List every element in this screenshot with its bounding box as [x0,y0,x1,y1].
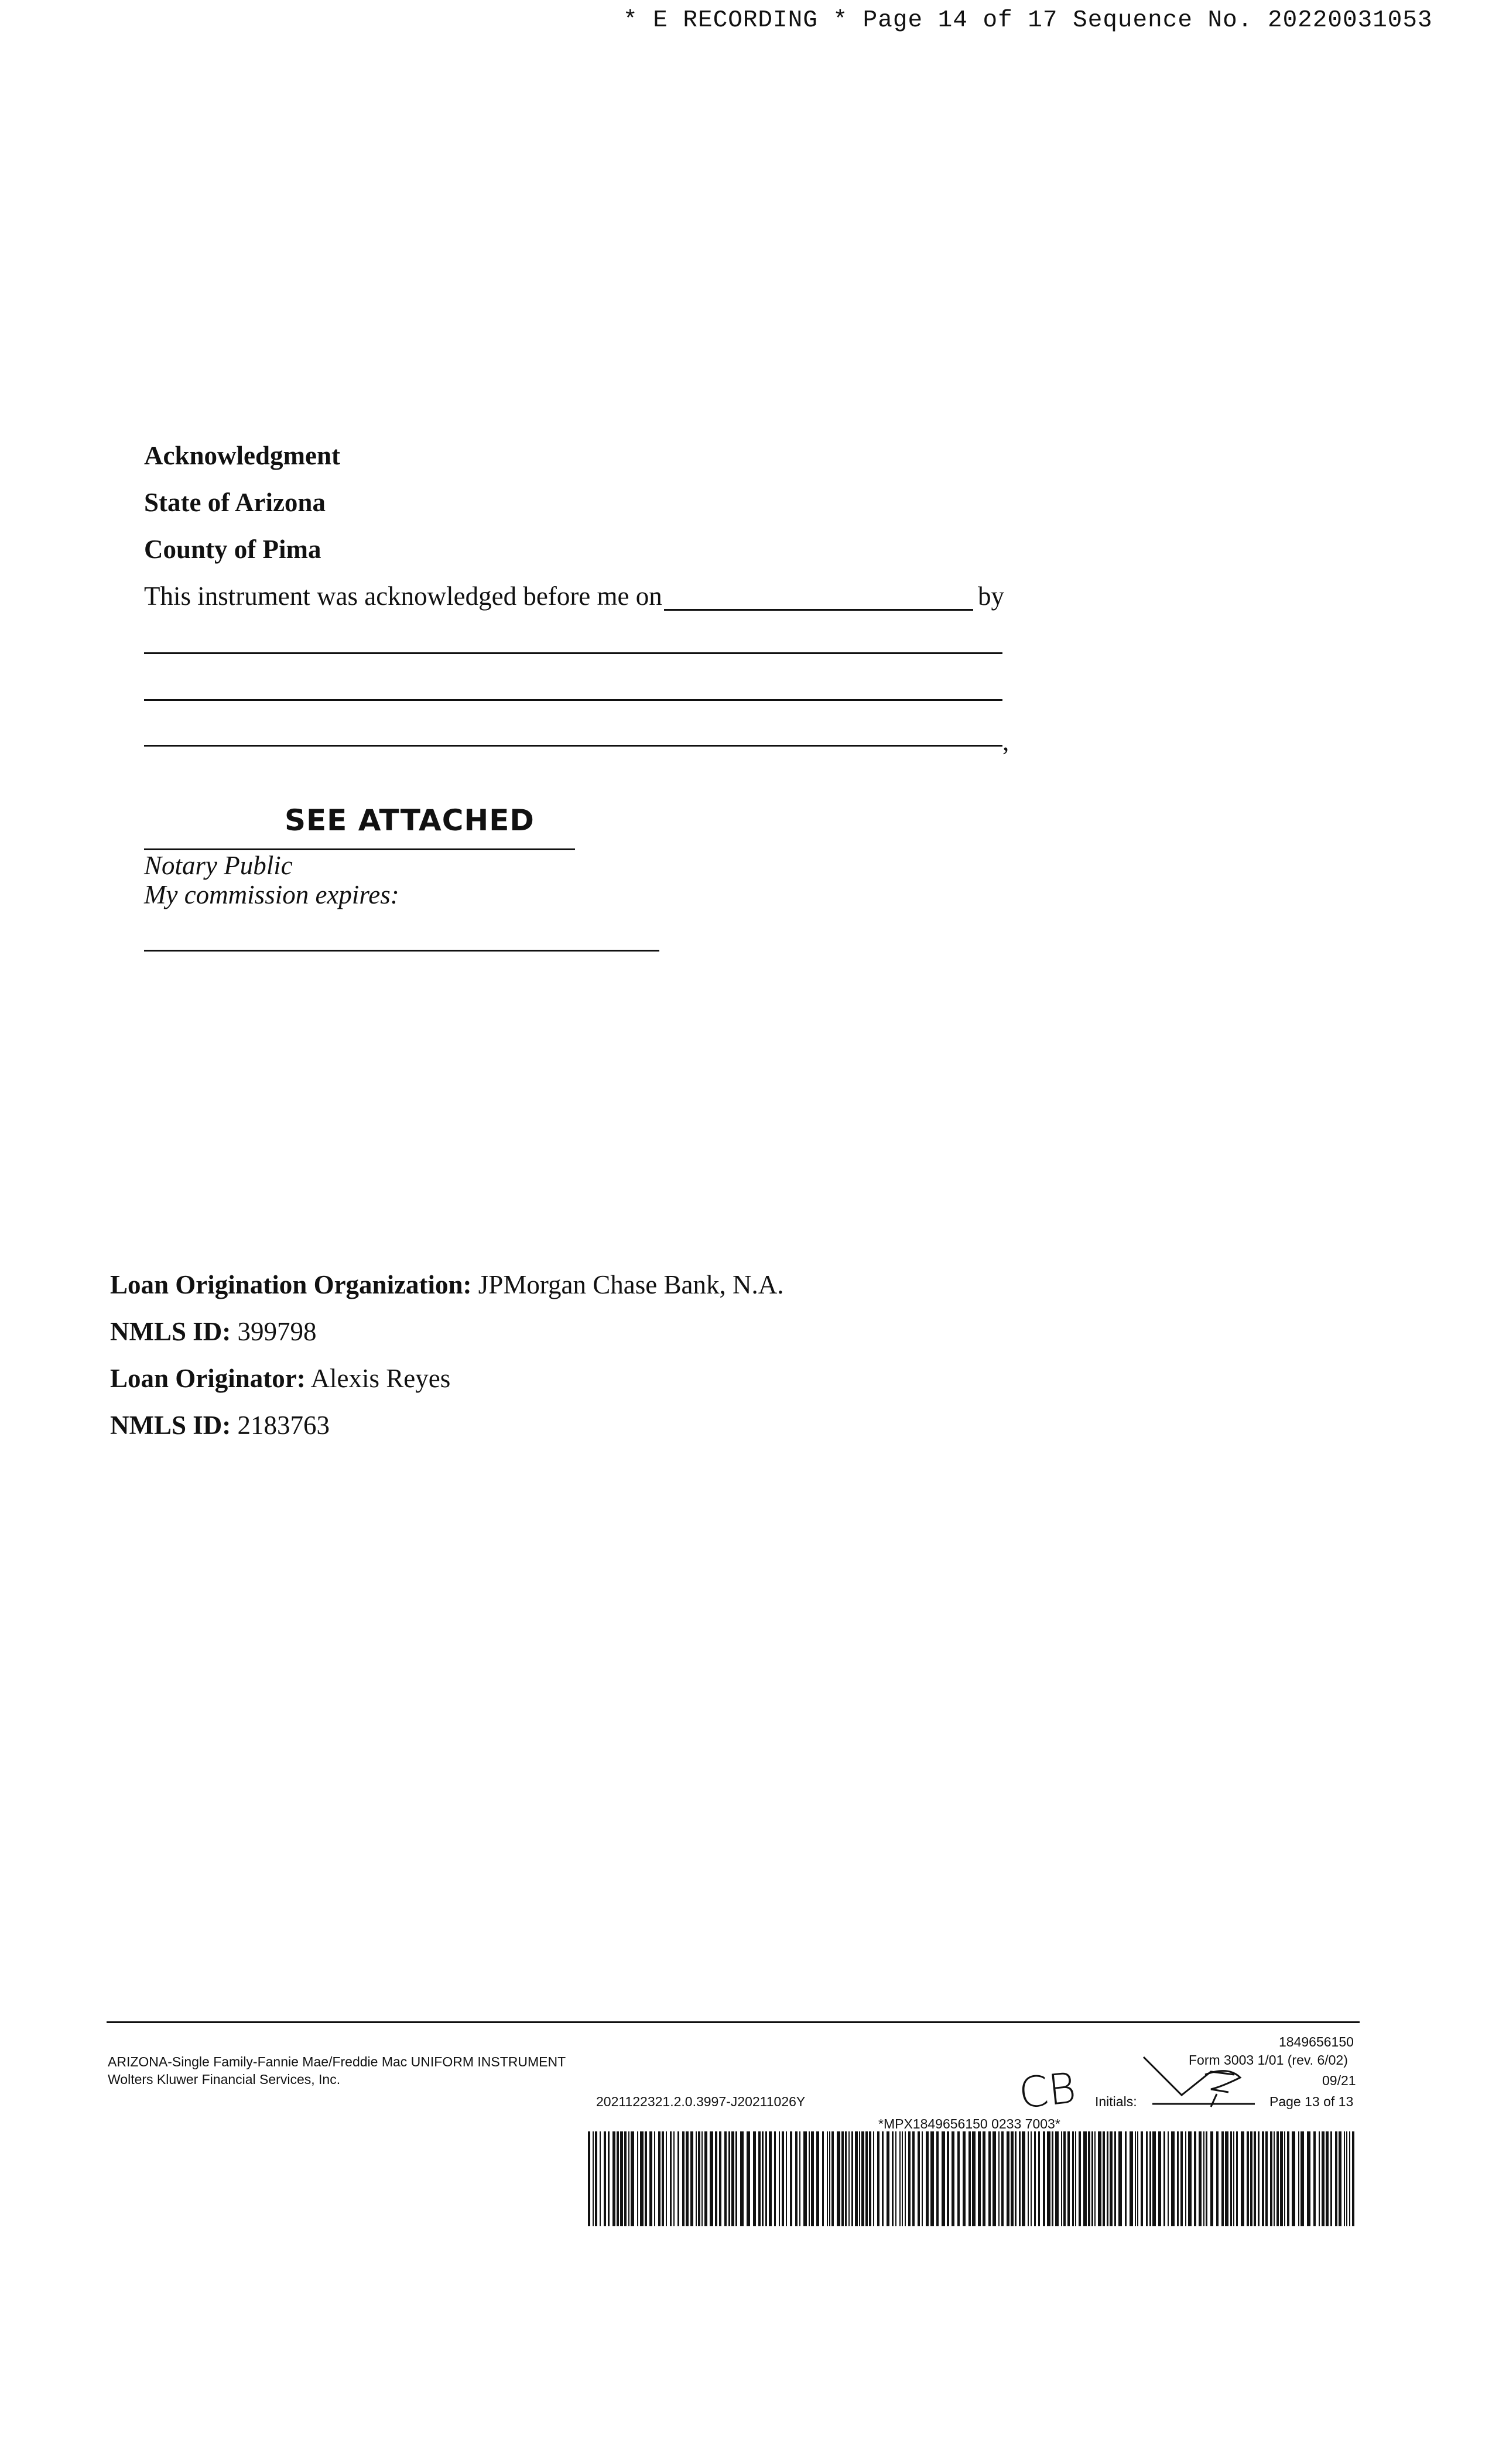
barcode-bar [1206,2131,1207,2226]
barcode-bar [795,2131,798,2226]
barcode-bar [677,2131,679,2226]
barcode-bar [1280,2131,1283,2226]
barcode-bar [658,2131,660,2226]
barcode-bar [1185,2131,1186,2226]
barcode-bar [1034,2131,1036,2226]
barcode-bar [620,2131,623,2226]
barcode-bar [829,2131,830,2226]
barcode-bar [1265,2131,1268,2226]
footer-doc-code: 2021122321.2.0.3997-J20211026Y [596,2094,806,2109]
barcode-bar [1262,2131,1264,2226]
barcode-bar [1063,2131,1066,2226]
barcode-bar [1052,2131,1053,2226]
barcode-bar [640,2131,644,2226]
barcode-bar [1274,2131,1275,2226]
barcode-bar [624,2131,627,2226]
barcode-bar [1298,2131,1299,2226]
footer-publisher: Wolters Kluwer Financial Services, Inc. [108,2072,341,2087]
barcode-bar [654,2131,655,2226]
barcode-bar [1072,2131,1074,2226]
barcode-bar [1047,2131,1050,2226]
barcode-bar [600,2131,601,2226]
barcode-bar [1210,2131,1213,2226]
barcode-bar [895,2131,896,2226]
barcode-bar [887,2131,889,2226]
loan-org-value: JPMorgan Chase Bank, N.A. [478,1270,784,1299]
barcode-bar [747,2131,750,2226]
barcode-bar [936,2131,939,2226]
nmls-org-value: 399798 [237,1317,317,1346]
barcode-bar [593,2131,594,2226]
barcode-bar [1326,2131,1329,2226]
loan-originator-value: Alexis Reyes [310,1364,451,1393]
nmls-id-org [110,1316,317,1347]
barcode-bar [988,2131,991,2226]
signer-blank-line-1 [144,652,1002,654]
nmls-id-originator [110,1410,330,1440]
barcode-bar [690,2131,693,2226]
footer-revision-date: 09/21 [1322,2073,1356,2088]
barcode-bar [1149,2131,1151,2226]
barcode-bar [1335,2131,1337,2226]
footer-instrument: ARIZONA-Single Family-Fannie Mae/Freddie Mac UNIFORM INSTRUMENT [108,2054,566,2069]
barcode-bar [1300,2131,1304,2226]
barcode-bar [892,2131,894,2226]
barcode-bar [1146,2131,1148,2226]
barcode-bar [918,2131,920,2226]
barcode-bar [1171,2131,1175,2226]
barcode-bar [1019,2131,1021,2226]
barcode-bar [698,2131,700,2226]
barcode-bar [731,2131,734,2226]
barcode-bar [595,2131,597,2226]
loan-origination-org [110,1269,783,1300]
barcode-bar [1079,2131,1081,2226]
barcode-bar [612,2131,615,2226]
barcode-bar [704,2131,707,2226]
barcode-bar [1088,2131,1090,2226]
barcode-bar [735,2131,737,2226]
barcode-bar [902,2131,903,2226]
barcode-bar [1322,2131,1325,2226]
barcode-bar [816,2131,819,2226]
barcode-bar [1137,2131,1138,2226]
nmls-originator-value: 2183763 [237,1411,330,1440]
barcode-bar [972,2131,976,2226]
barcode-bar [719,2131,721,2226]
barcode-bar [1141,2131,1143,2226]
footer-page: Page 13 of 13 [1269,2094,1354,2109]
see-attached-stamp: SEE ATTACHED [285,803,535,837]
barcode-bar [617,2131,619,2226]
barcode-bar [765,2131,767,2226]
barcode-bar [1270,2131,1272,2226]
barcode-bar [1236,2131,1238,2226]
barcode-bar [1125,2131,1127,2226]
barcode-bar [1103,2131,1105,2226]
barcode-bar [1055,2131,1059,2226]
barcode-bar [1038,2131,1040,2226]
barcode-bar [855,2131,858,2226]
barcode-bar [942,2131,945,2226]
barcode-bar [899,2131,901,2226]
barcode-bar [1118,2131,1122,2226]
commission-blank-line [144,950,659,952]
barcode-bar [930,2131,934,2226]
barcode-bar [1091,2131,1093,2226]
loan-org-label: Loan Origination Organization: [110,1270,472,1299]
barcode-bar [1346,2131,1347,2226]
barcode-bar [604,2131,606,2226]
barcode-bar [947,2131,949,2226]
date-blank-line [664,609,973,611]
barcode-bar [1188,2131,1192,2226]
barcode-bar [1292,2131,1295,2226]
statement-prefix: This instrument was acknowledged before me on [144,581,662,611]
barcode-bar [1287,2131,1289,2226]
barcode-bar [1339,2131,1341,2226]
barcode-bar [998,2131,1000,2226]
barcode-bar [779,2131,780,2226]
barcode-bar [1307,2131,1310,2226]
barcode-bar [1168,2131,1169,2226]
barcode-bar [882,2131,884,2226]
barcode-bar [837,2131,840,2226]
barcode-bar [1319,2131,1320,2226]
barcode-bar [1276,2131,1279,2226]
barcode-bar [1114,2131,1116,2226]
barcode-bar [1254,2131,1256,2226]
barcode-bar [912,2131,915,2226]
loan-originator [110,1363,450,1394]
barcode-bar [822,2131,824,2226]
barcode-bar [701,2131,703,2226]
barcode-bar [1250,2131,1252,2226]
signer-blank-line-3 [144,745,1002,747]
handwritten-initials: CB [1016,2063,1079,2118]
barcode-bar [1083,2131,1087,2226]
barcode-bar [1199,2131,1202,2226]
barcode-bar [869,2131,871,2226]
barcode-bar [1284,2131,1285,2226]
barcode-bar [740,2131,744,2226]
barcode-bar [845,2131,847,2226]
barcode-bar [1110,2131,1113,2226]
barcode-bar [1152,2131,1156,2226]
barcode-bar [1007,2131,1009,2226]
barcode-bar [1313,2131,1316,2226]
barcode-bar [790,2131,792,2226]
barcode-bar [811,2131,814,2226]
barcode-bar [1258,2131,1260,2226]
barcode-bar [686,2131,689,2226]
barcode-bar [631,2131,634,2226]
acknowledgment-title: Acknowledgment [144,441,340,470]
barcode-bar [1225,2131,1228,2226]
barcode-bar [637,2131,638,2226]
barcode-bar [628,2131,629,2226]
barcode-bar [1107,2131,1108,2226]
barcode-text: *MPX1849656150 0233 7003* [878,2116,1060,2131]
barcode-bar [753,2131,756,2226]
barcode-bar [809,2131,810,2226]
barcode-bar [1221,2131,1224,2226]
barcode-bar [1349,2131,1350,2226]
barcode-bar [782,2131,784,2226]
initials-scribble-icon [1141,2048,1258,2113]
barcode-bar [1031,2131,1032,2226]
barcode [588,2131,1358,2226]
barcode-bar [1075,2131,1076,2226]
barcode-bar [1230,2131,1232,2226]
loan-originator-label: Loan Originator: [110,1364,306,1393]
nmls-org-label: NMLS ID: [110,1317,231,1346]
barcode-bar [769,2131,772,2226]
barcode-bar [1352,2131,1354,2226]
barcode-bar [1216,2131,1219,2226]
barcode-bar [831,2131,834,2226]
barcode-bar [724,2131,727,2226]
barcode-bar [1015,2131,1017,2226]
footer-rule [107,2021,1360,2023]
barcode-bar [865,2131,868,2226]
barcode-bar [861,2131,864,2226]
barcode-bar [1067,2131,1070,2226]
barcode-bar [1028,2131,1029,2226]
barcode-bar [799,2131,800,2226]
footer-loan-number: 1849656150 [1279,2034,1354,2049]
signer-blank-line-2 [144,699,1002,701]
barcode-bar [666,2131,667,2226]
barcode-bar [1158,2131,1161,2226]
barcode-bar [762,2131,764,2226]
barcode-bar [1094,2131,1096,2226]
barcode-bar [926,2131,929,2226]
barcode-bar [873,2131,874,2226]
barcode-bar [1180,2131,1183,2226]
barcode-bar [1203,2131,1204,2226]
barcode-bar [827,2131,828,2226]
barcode-bar [978,2131,981,2226]
barcode-bar [877,2131,879,2226]
barcode-bar [696,2131,697,2226]
barcode-bar [963,2131,966,2226]
barcode-bar [608,2131,610,2226]
barcode-bar [662,2131,664,2226]
barcode-bar [673,2131,675,2226]
state-line: State of Arizona [144,488,326,517]
footer-form: Form 3003 1/01 (rev. 6/02) [1189,2052,1348,2068]
barcode-bar [1344,2131,1345,2226]
barcode-bar [957,2131,960,2226]
barcode-bar [1194,2131,1196,2226]
notary-public-label: Notary Public [144,851,293,880]
barcode-bar [1098,2131,1101,2226]
nmls-originator-label: NMLS ID: [110,1411,231,1440]
recording-header: * E RECORDING * Page 14 of 17 Sequence No. 20220031053 [623,7,1433,34]
barcode-bar [983,2131,985,2226]
commission-expires-label: My commission expires: [144,880,399,909]
county-line: County of Pima [144,535,321,564]
barcode-bar [1233,2131,1234,2226]
barcode-bar [905,2131,906,2226]
barcode-bar [682,2131,685,2226]
barcode-bar [968,2131,971,2226]
barcode-bar [670,2131,672,2226]
barcode-bar [710,2131,713,2226]
barcode-bar [1247,2131,1249,2226]
barcode-bar [1163,2131,1165,2226]
barcode-bar [841,2131,844,2226]
barcode-bar [649,2131,652,2226]
barcode-bar [859,2131,860,2226]
barcode-bar [774,2131,776,2226]
barcode-bar [1043,2131,1045,2226]
barcode-bar [851,2131,853,2226]
barcode-bar [848,2131,850,2226]
barcode-bar [1135,2131,1136,2226]
barcode-bar [588,2131,590,2226]
barcode-bar [1022,2131,1025,2226]
barcode-bar [786,2131,787,2226]
barcode-bar [922,2131,923,2226]
barcode-bar [1241,2131,1244,2226]
barcode-bar [1177,2131,1179,2226]
barcode-bar [803,2131,807,2226]
barcode-bar [1130,2131,1133,2226]
statement-period: , [1002,727,1009,756]
barcode-bar [1011,2131,1014,2226]
initials-label: Initials: [1095,2094,1137,2109]
barcode-bar [1001,2131,1004,2226]
statement-suffix: by [978,581,1004,611]
barcode-bar [1061,2131,1062,2226]
barcode-bar [908,2131,911,2226]
barcode-bar [715,2131,717,2226]
acknowledgment-statement [144,581,662,611]
barcode-bar [758,2131,761,2226]
barcode-bar [993,2131,996,2226]
barcode-bar [952,2131,954,2226]
barcode-bar [1330,2131,1332,2226]
barcode-bar [728,2131,730,2226]
barcode-bar [645,2131,647,2226]
